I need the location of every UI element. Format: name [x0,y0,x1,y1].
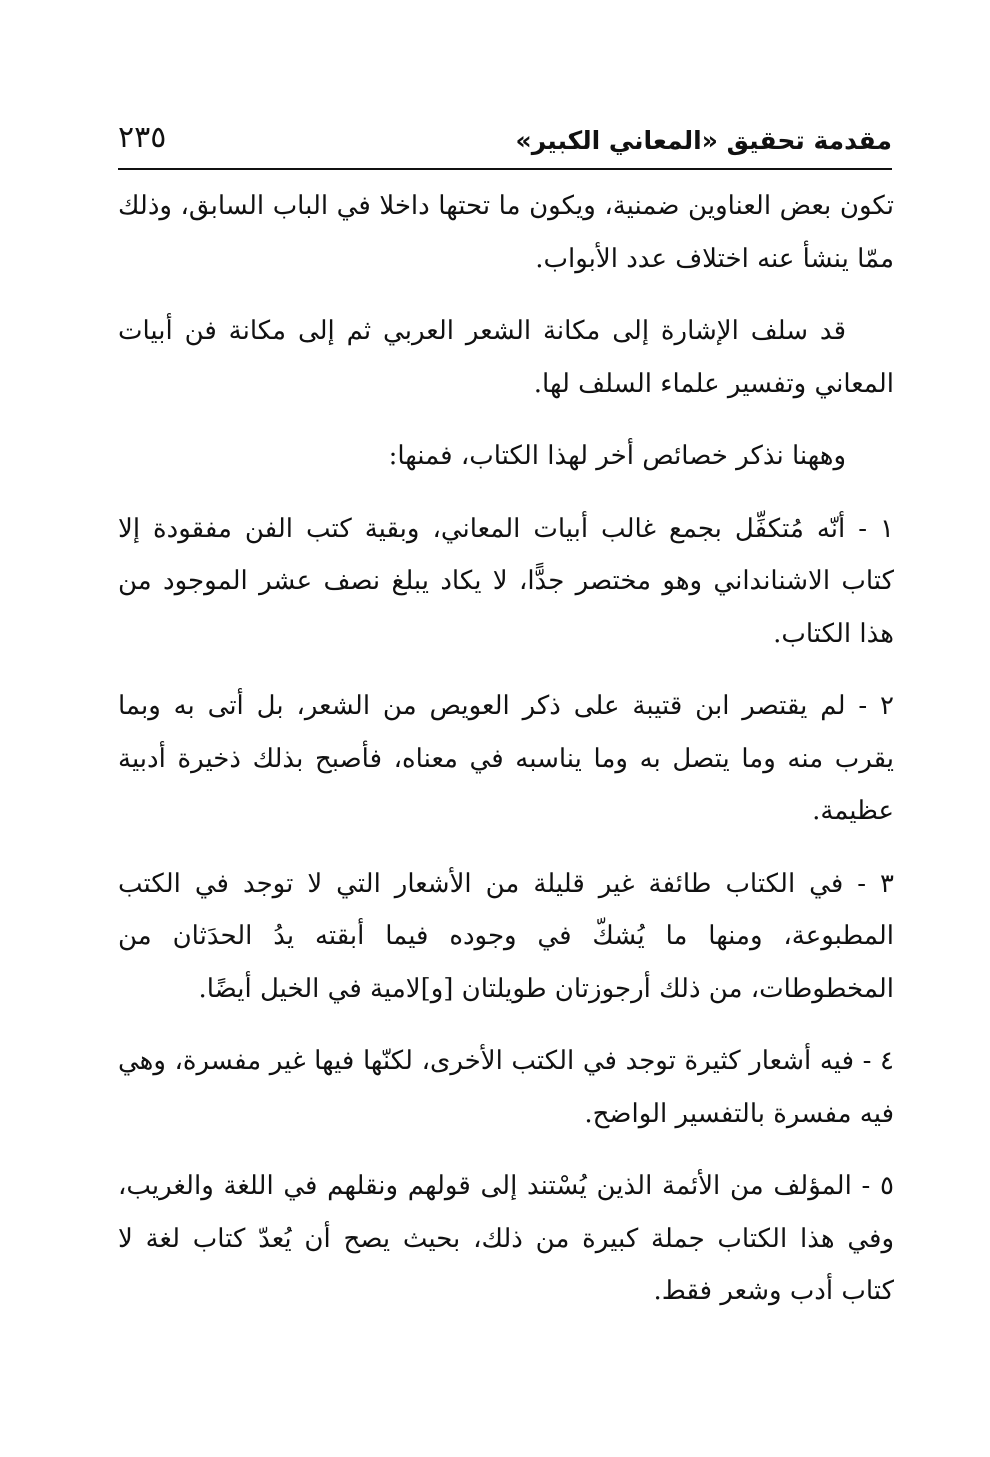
body-text [118,180,894,1338]
paragraph-features-intro: وههنا نذكر خصائص أخر لهذا الكتاب، فمنها: [388,441,846,471]
page-header [118,118,892,164]
list-item-feature-3: ٣ - في الكتاب طائفة غير قليلة من الأشعار التي لا توجد في الكتب المطبوعة، ومنها ما يُشكّ في وجوده فيما أبقته يدُ الحدَثان من المخطوطات، من ذلك أرجوزتان طويلتان [و]لامية في الخيل أيضًا. [118,868,894,1004]
list-item-feature-5: ٥ - المؤلف من الأئمة الذين يُسْتند إلى قولهم ونقلهم في اللغة والغريب، وفي هذا الكتاب جملة كبيرة من ذلك، بحيث يصح أن يُعدّ كتاب لغة لا كتاب أدب وشعر فقط. [118,1171,894,1306]
paragraph-introduction: قد سلف الإشارة إلى مكانة الشعر العربي ثم إلى مكانة فن أبيات المعاني وتفسير علماء السلف لها. [118,316,894,399]
running-title: مقدمة تحقيق «المعاني الكبير» [515,126,892,155]
page-number: ٢٣٥ [118,120,167,155]
list-item-feature-1: ١ - أنّه مُتكفِّل بجمع غالب أبيات المعاني، وبقية كتب الفن مفقودة إلا كتاب الاشنانداني وهو مختصر جدًّا، لا يكاد يبلغ نصف عشر الموجود من هذا الكتاب. [118,513,894,649]
header-divider [118,168,892,170]
paragraph-continuation: تكون بعض العناوين ضمنية، ويكون ما تحتها داخلا في الباب السابق، وذلك ممّا ينشأ عنه اختلاف عدد الأبواب. [118,191,894,274]
list-item-feature-2: ٢ - لم يقتصر ابن قتيبة على ذكر العويص من الشعر، بل أتى به وبما يقرب منه وما يتصل به وما يناسبه في معناه، فأصبح بذلك ذخيرة أدبية عظيمة. [118,691,894,826]
list-item-feature-4: ٤ - فيه أشعار كثيرة توجد في الكتب الأخرى، لكنّها فيها غير مفسرة، وهي فيه مفسرة بالتفسير الواضح. [118,1046,895,1129]
